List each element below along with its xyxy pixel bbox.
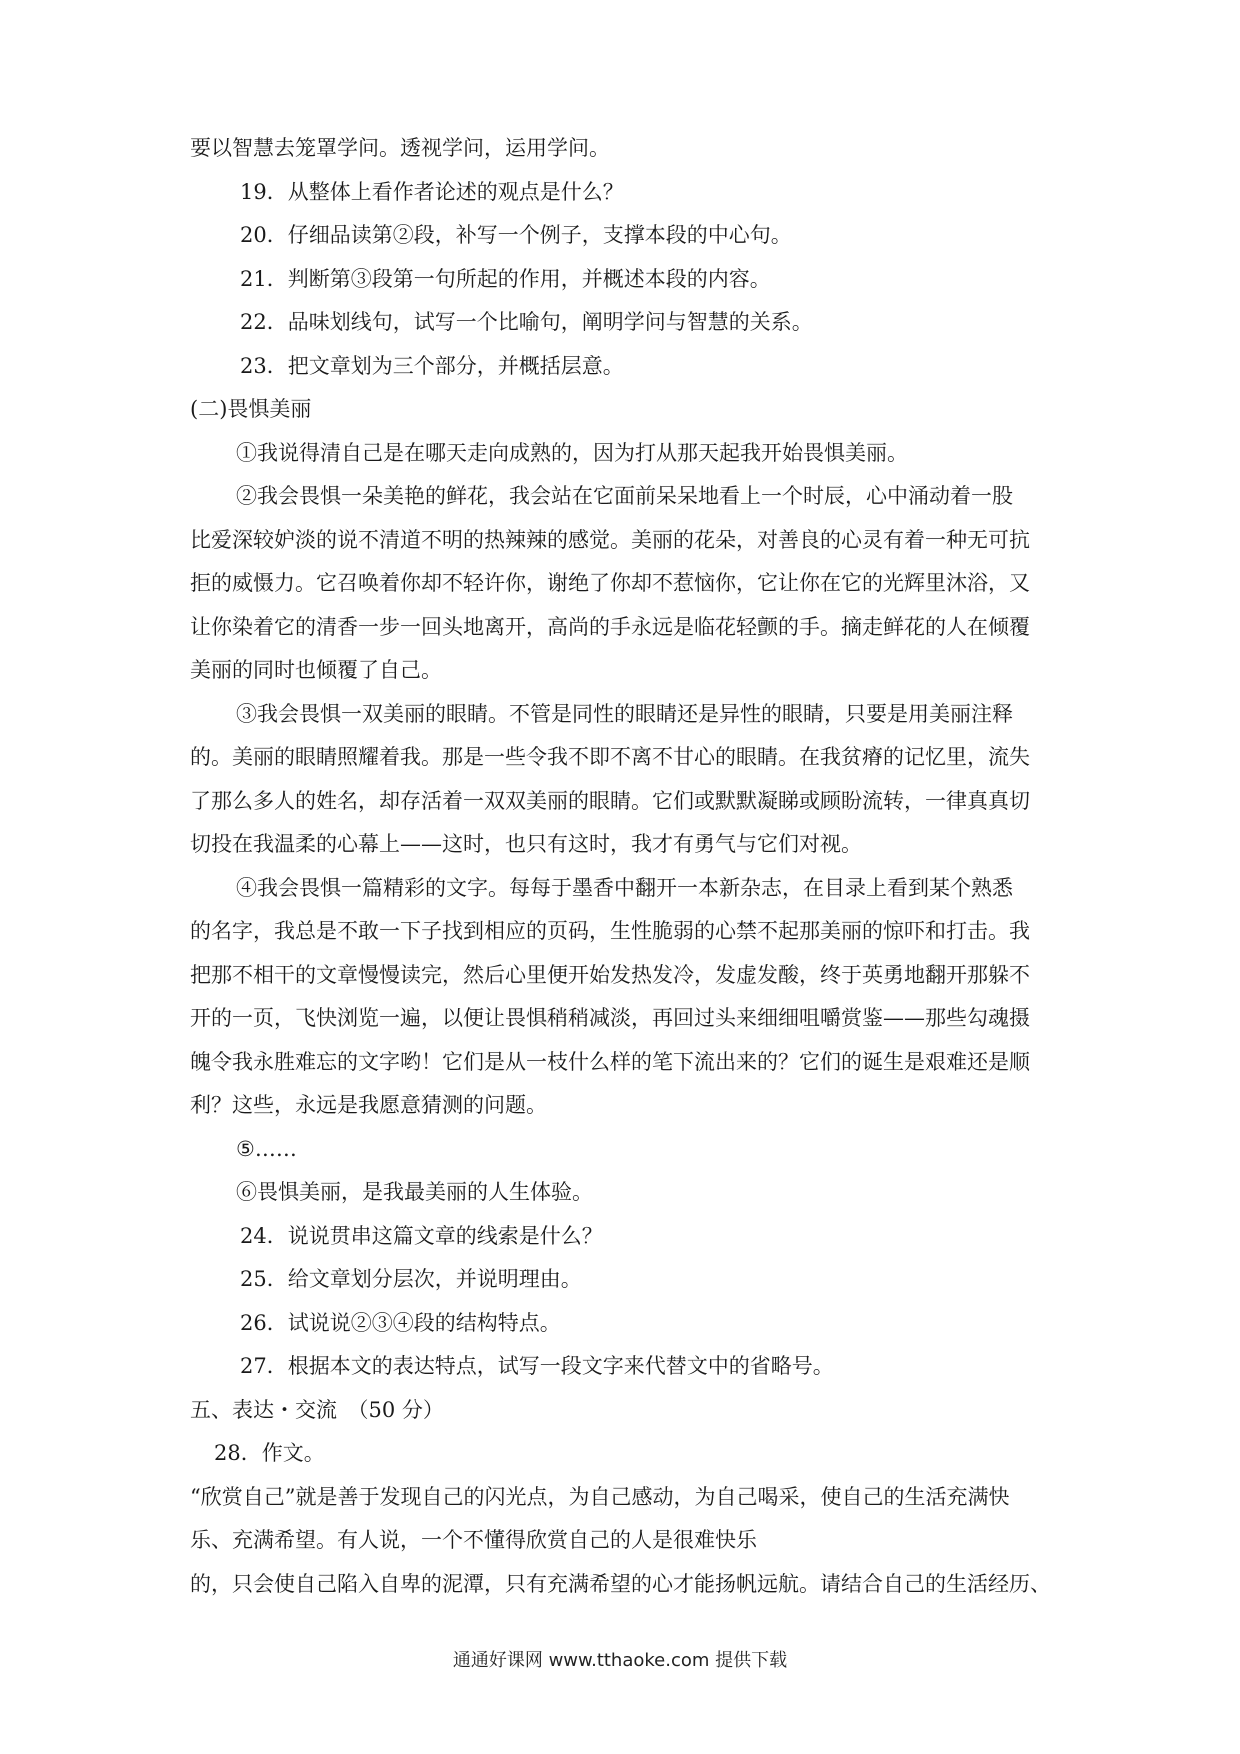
question-23: 23．把文章划为三个部分，并概括层意。	[240, 354, 624, 378]
paragraph-2-line: ②我会畏惧一朵美艳的鲜花，我会站在它面前呆呆地看上一个时辰，心中涌动着一股	[236, 484, 1013, 508]
essay-prompt-line: 的，只会使自己陷入自卑的泥潭，只有充满希望的心才能扬帆远航。请结合自己的生活经历、	[190, 1572, 1051, 1596]
question-26: 26．试说说②③④段的结构特点。	[240, 1311, 561, 1335]
paragraph-4-line: 开的一页，飞快浏览一遍，以便让畏惧稍稍减淡，再回过头来细细咀嚼赏鉴——那些勾魂摄	[190, 1006, 1030, 1030]
question-27: 27．根据本文的表达特点，试写一段文字来代替文中的省略号。	[240, 1354, 834, 1378]
question-24: 24．说说贯串这篇文章的线索是什么？	[240, 1224, 603, 1248]
paragraph-3-line: 的。美丽的眼睛照耀着我。那是一些令我不即不离不甘心的眼睛。在我贫瘠的记忆里，流失	[190, 745, 1030, 769]
paragraph-5: ⑤……	[236, 1137, 297, 1161]
question-20: 20．仔细品读第②段，补写一个例子，支撑本段的中心句。	[240, 223, 792, 247]
paragraph-3-line: ③我会畏惧一双美丽的眼睛。不管是同性的眼睛还是异性的眼睛，只要是用美丽注释	[236, 702, 1013, 726]
section-heading: (二)畏惧美丽	[190, 397, 312, 421]
paragraph-3-line: 切投在我温柔的心幕上——这时，也只有这时，我才有勇气与它们对视。	[190, 832, 862, 856]
page-footer: 通通好课网 www.tthaoke.com 提供下载	[452, 1650, 788, 1671]
paragraph-4-line: 魄令我永胜难忘的文字哟！它们是从一枝什么样的笔下流出来的？它们的诞生是艰难还是顺	[190, 1050, 1030, 1074]
question-21: 21．判断第③段第一句所起的作用，并概述本段的内容。	[240, 267, 771, 291]
paragraph-4-line: 的名字，我总是不敢一下子找到相应的页码，生性脆弱的心禁不起那美丽的惊吓和打击。我	[190, 919, 1030, 943]
question-19: 19．从整体上看作者论述的观点是什么？	[240, 180, 624, 204]
paragraph-4-line: 利？这些，永远是我愿意猜测的问题。	[190, 1093, 547, 1117]
paragraph-1: ①我说得清自己是在哪天走向成熟的，因为打从那天起我开始畏惧美丽。	[236, 441, 908, 465]
paragraph-2-line: 让你染着它的清香一步一回头地离开，高尚的手永远是临花轻颤的手。摘走鲜花的人在倾覆	[190, 615, 1030, 639]
question-25: 25．给文章划分层次，并说明理由。	[240, 1267, 582, 1291]
question-28: 28．作文。	[214, 1441, 325, 1465]
paragraph-3-line: 了那么多人的姓名，却存活着一双双美丽的眼睛。它们或默默凝睇或顾盼流转，一律真真切	[190, 789, 1030, 813]
question-22: 22．品味划线句，试写一个比喻句，阐明学问与智慧的关系。	[240, 310, 813, 334]
section-five-heading: 五、表达・交流 （50 分）	[190, 1398, 444, 1422]
essay-prompt-line: 乐、充满希望。有人说，一个不懂得欣赏自己的人是很难快乐	[190, 1528, 757, 1552]
paragraph-2-line: 美丽的同时也倾覆了自己。	[190, 658, 442, 682]
paragraph-4-line: ④我会畏惧一篇精彩的文字。每每于墨香中翻开一本新杂志，在目录上看到某个熟悉	[236, 876, 1013, 900]
paragraph-4-line: 把那不相干的文章慢慢读完，然后心里便开始发热发冷，发虚发酸，终于英勇地翻开那躲不	[190, 963, 1030, 987]
essay-prompt-line: “欣赏自己”就是善于发现自己的闪光点，为自己感动，为自己喝采，使自己的生活充满快	[190, 1485, 1010, 1509]
text-line: 要以智慧去笼罩学问。透视学问，运用学问。	[190, 136, 610, 160]
paragraph-6: ⑥畏惧美丽，是我最美丽的人生体验。	[236, 1180, 593, 1204]
paragraph-2-line: 比爱深较妒淡的说不清道不明的热辣辣的感觉。美丽的花朵，对善良的心灵有着一种无可抗	[190, 528, 1030, 552]
paragraph-2-line: 拒的威慑力。它召唤着你却不轻许你，谢绝了你却不惹恼你，它让你在它的光辉里沐浴，又	[190, 571, 1030, 595]
